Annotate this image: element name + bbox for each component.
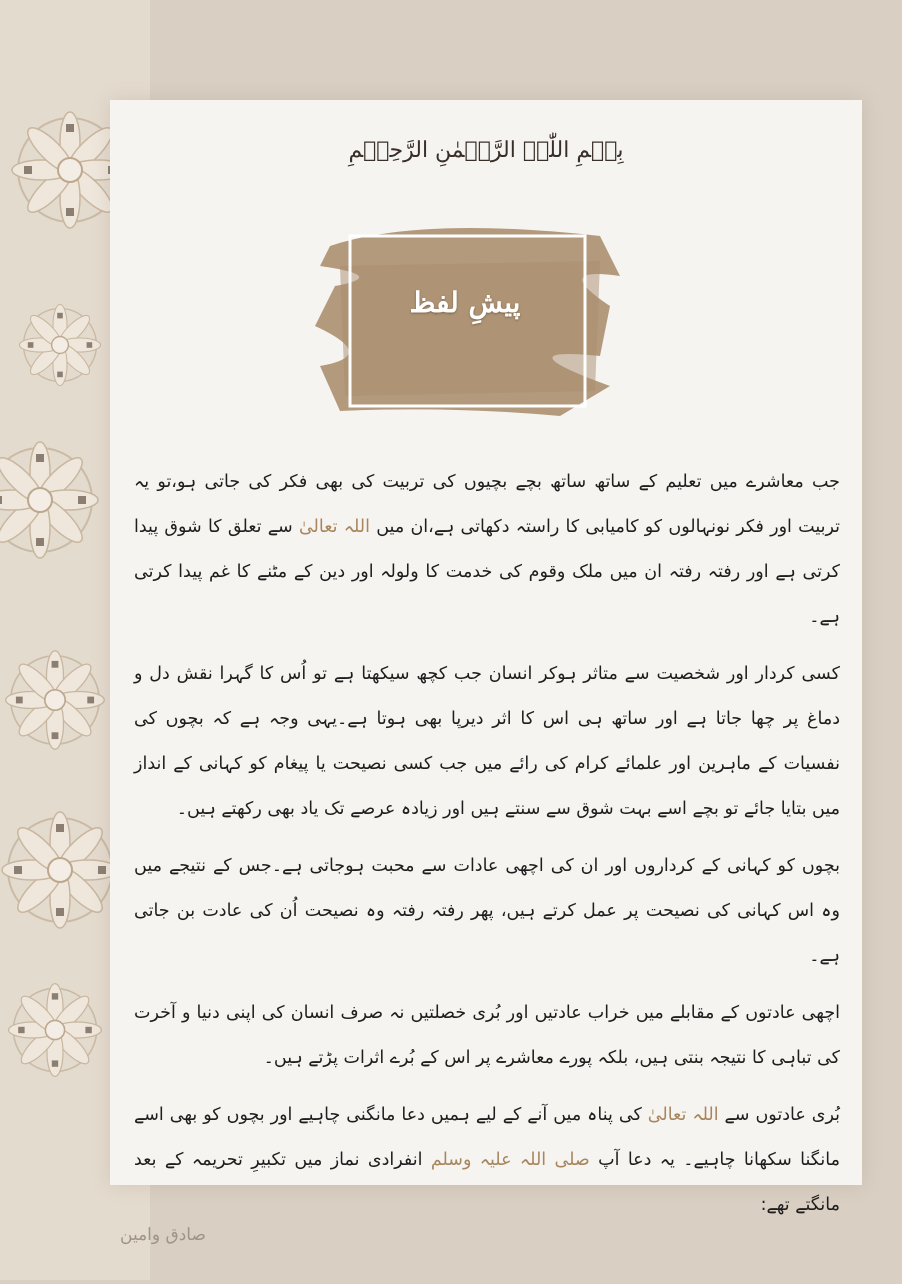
paragraph: [134, 460, 840, 640]
paragraph-text: انفرادی نماز میں تکبیرِ تحریمہ کے بعد مانگتے تھے:: [134, 1150, 840, 1215]
paragraph: [134, 1093, 840, 1228]
paragraph-text: کی پناہ میں آنے کے لیے ہمیں دعا مانگنی چاہیے اور بچوں کو بھی اسے مانگنا سکھانا چاہیے۔ یہ دعا آپ: [134, 1105, 840, 1170]
allah-tala-highlight: اللہ تعالیٰ: [647, 1105, 719, 1125]
bismillah-heading: بِسۡمِ اللّٰہِ الرَّحۡمٰنِ الرَّحِیۡمِ: [348, 138, 624, 163]
paragraph: [134, 844, 840, 979]
paragraph: [134, 991, 840, 1081]
paragraph-text: اچھی عادتوں کے مقابلے میں خراب عادتیں اور بُری خصلتیں نہ صرف انسان کی اپنی دنیا و آخرت کی تباہی کا نتیجہ بنتی ہیں، بلکہ پورے معاشرے پر اس کے بُرے اثرات پڑتے ہیں۔: [134, 1003, 840, 1068]
paragraph-text: کسی کردار اور شخصیت سے متاثر ہوکر انسان جب کچھ سیکھتا ہے تو اُس کا گہرا نقش دل و دماغ پر چھا جاتا ہے اور ساتھ ہی اس کا اثر دیرپا بھی ہوتا ہے۔یہی وجہ ہے کہ بچوں کی نفسیات کے ماہرین اور علمائے کرام کی رائے میں جب کسی نصیحت یا پیغام کو کہانی کے انداز میں بتایا جائے تو بچے اسے بہت شوق سے سنتے ہیں اور زیادہ عرصے تک یاد بھی رکھتے ہیں۔: [134, 664, 840, 819]
paragraph-text: سے تعلق کا شوق پیدا کرتی ہے اور رفتہ رفتہ ان میں ملک وقوم کی خدمت کا ولولہ اور دین کے مٹنے کا غم پیدا کرتی ہے۔: [134, 517, 840, 627]
page-title: پیشِ لفظ: [409, 286, 521, 319]
body-text: [134, 460, 840, 1240]
paragraph-text: بچوں کو کہانی کے کرداروں اور ان کی اچھی عادات سے محبت ہوجاتی ہے۔جس کے نتیجے میں وہ اس کہانی کی نصیحت پر عمل کرتے ہیں، پھر رفتہ رفتہ وہ نصیحت اُن کی عادت بن جاتی ہے۔: [134, 856, 840, 966]
paragraph-text: جب معاشرے میں تعلیم کے ساتھ ساتھ بچے بچیوں کی تربیت کی بھی فکر کی جاتی ہو،تو یہ تربیت اور فکر نونہالوں کو کامیابی کا راستہ دکھاتی ہے،ان میں: [134, 472, 840, 537]
allah-tala-highlight: اللہ تعالیٰ: [298, 517, 370, 537]
title-card: [300, 206, 630, 426]
paragraph-text: بُری عادتوں سے: [718, 1105, 840, 1125]
document-page: [110, 100, 862, 1215]
paragraph: [134, 652, 840, 832]
salutation-highlight: صلی اللہ علیہ وسلم: [430, 1150, 590, 1170]
footer-signature: صادق وامین: [120, 1225, 206, 1245]
